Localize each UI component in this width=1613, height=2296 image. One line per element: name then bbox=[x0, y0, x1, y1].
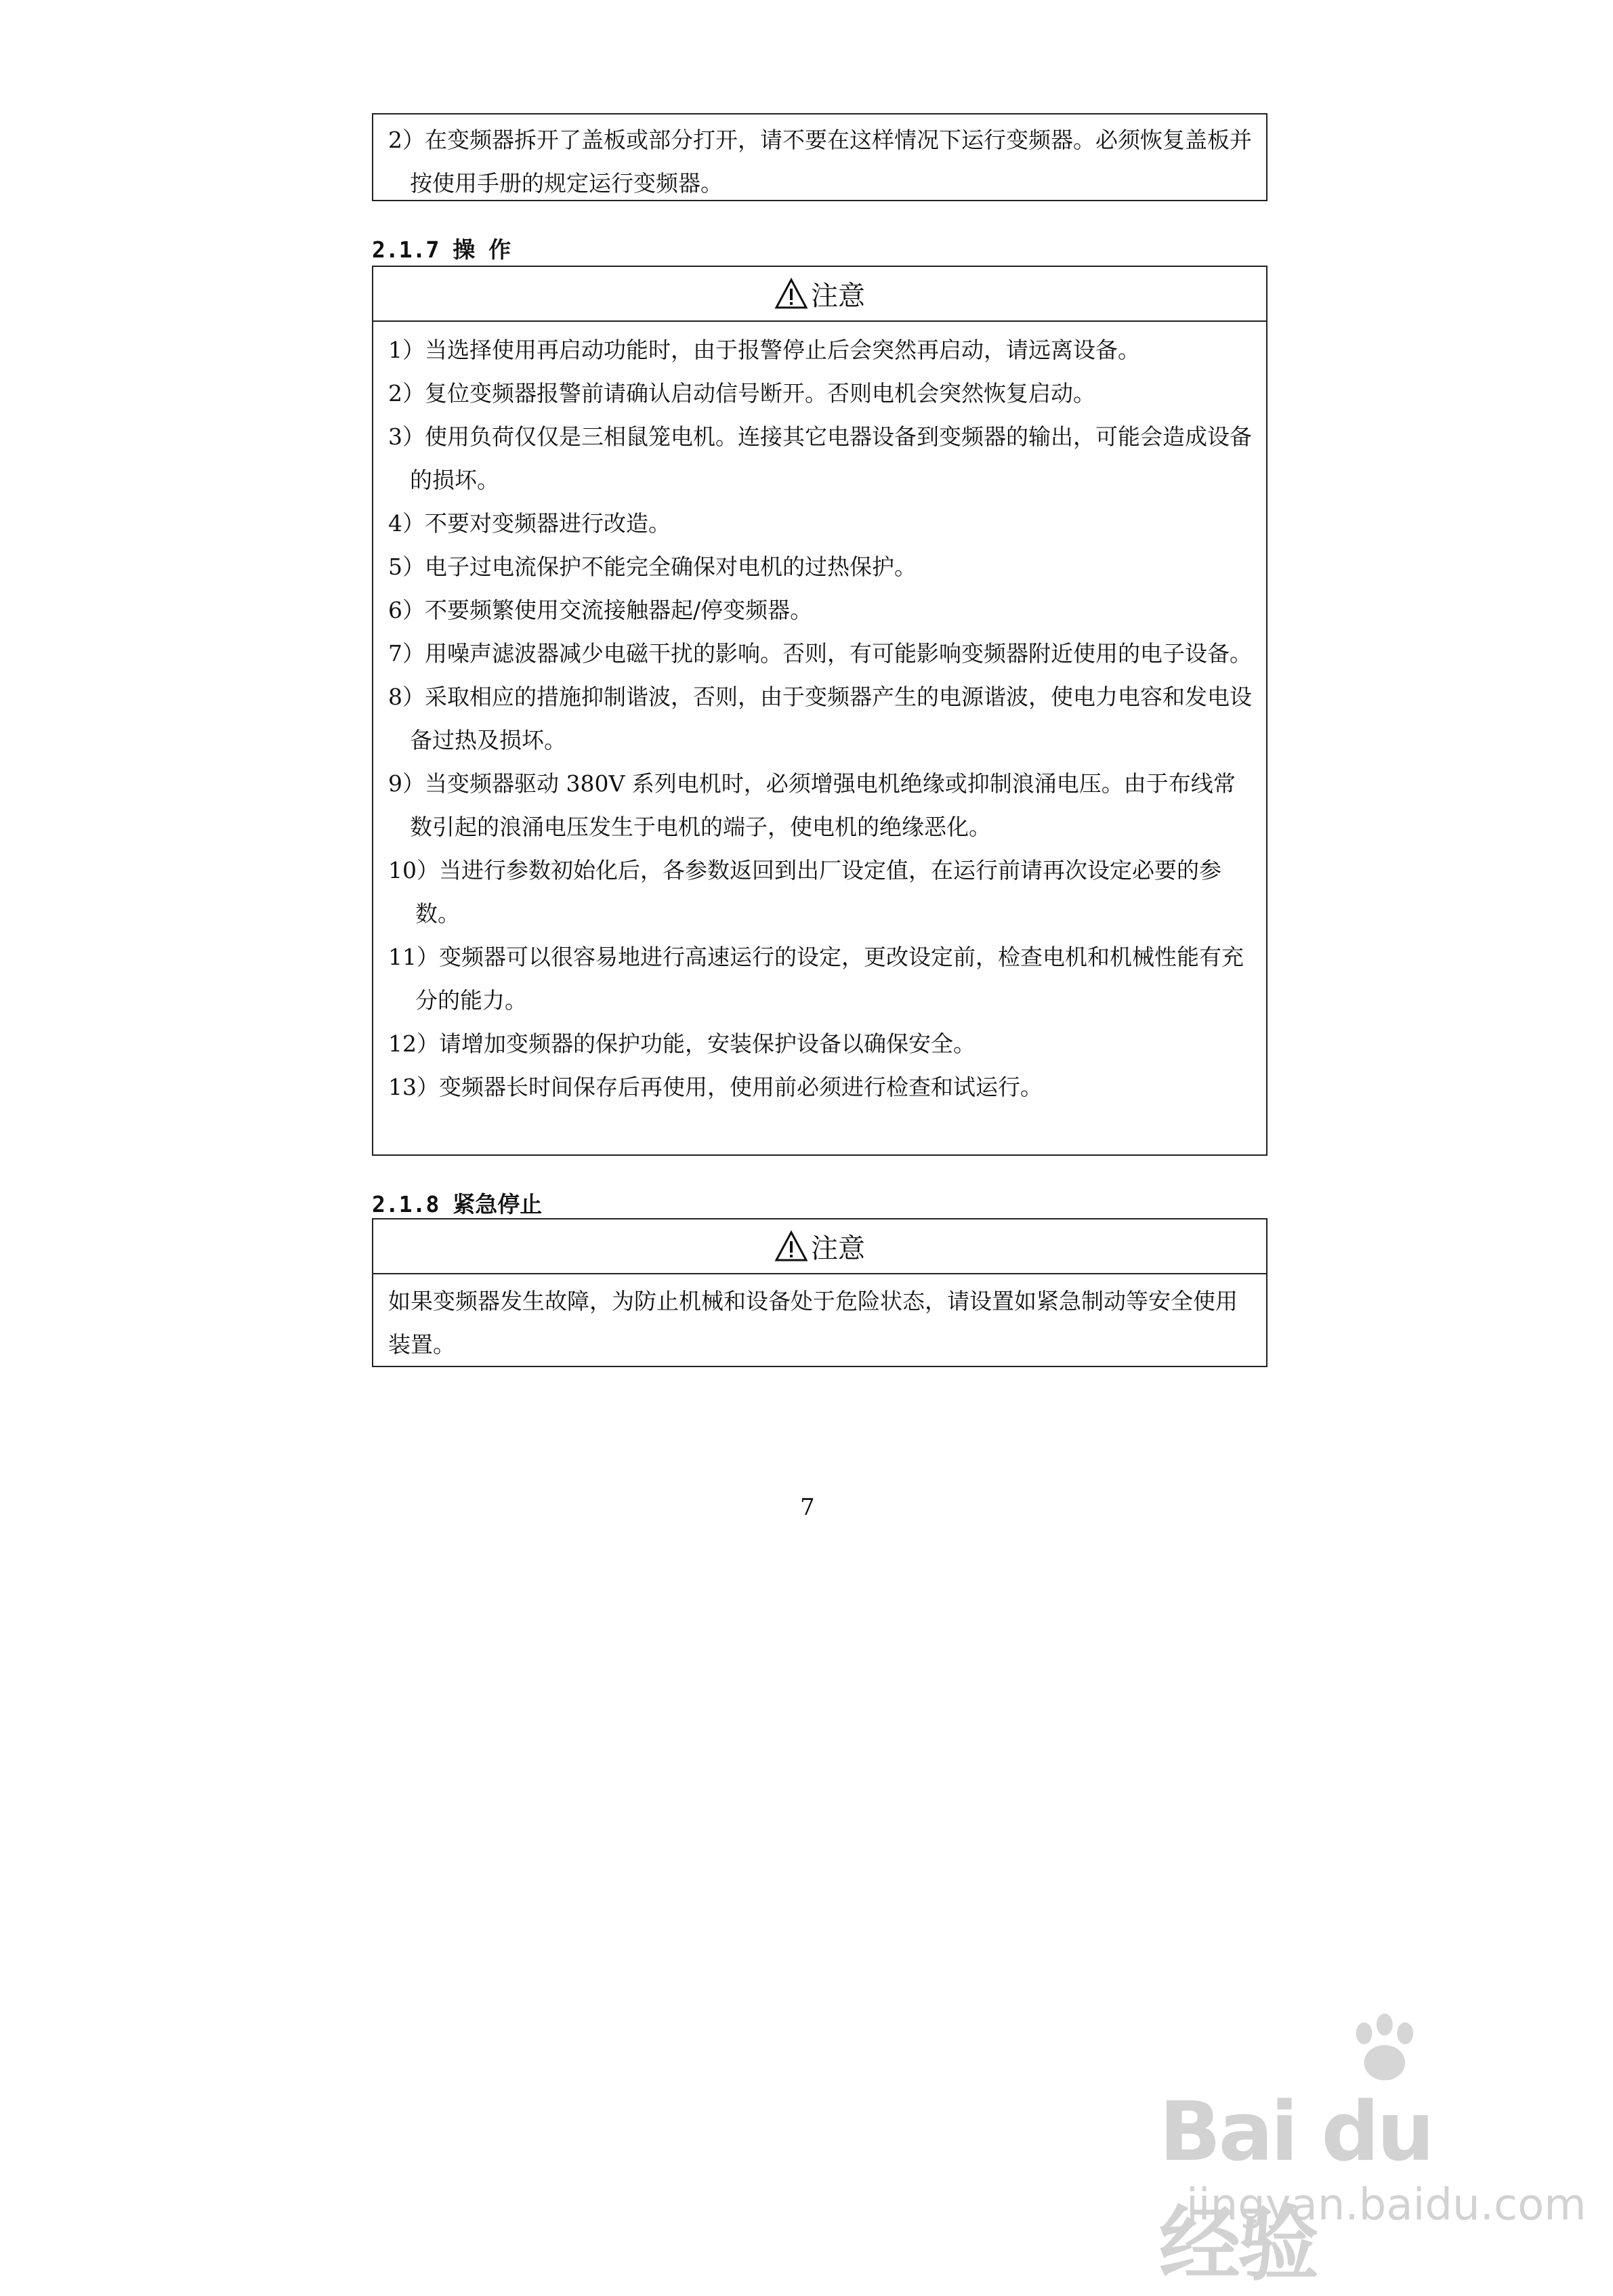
top-caution-box bbox=[372, 113, 1268, 201]
emergency-text-wrap bbox=[373, 1274, 1266, 1366]
watermark-url: jingyan.baidu.com bbox=[1186, 2180, 1587, 2230]
top-box-item: 2）在变频器拆开了盖板或部分打开，请不要在这样情况下运行变频器。必须恢复盖板并按使用手册的规定运行变频器。 bbox=[388, 127, 1252, 196]
section-2-1-7-title: 2.1.7 操 作 bbox=[372, 236, 511, 263]
paw-logo-icon bbox=[1342, 2011, 1430, 2085]
operation-notice-box bbox=[372, 266, 1268, 1156]
baidu-watermark bbox=[1159, 2011, 1587, 2292]
section-2-1-8-title: 2.1.8 紧急停止 bbox=[372, 1191, 543, 1217]
list-item: 2）复位变频器报警前请确认启动信号断开。否则电机会突然恢复启动。 bbox=[388, 380, 1095, 406]
watermark-brand: Bai du 经验 bbox=[1159, 2085, 1432, 2292]
list-item: 9）当变频器驱动 380V 系列电机时，必须增强电机绝缘或抑制浪涌电压。由于布线常数引起的浪涌电压发生于电机的端子，使电机的绝缘恶化。 bbox=[388, 770, 1236, 840]
list-item: 11）变频器可以很容易地进行高速运行的设定，更改设定前，检查电机和机械性能有充分的能力。 bbox=[388, 944, 1244, 1014]
notice-heading bbox=[373, 267, 1266, 322]
warning-icon bbox=[774, 278, 808, 310]
list-item: 12）请增加变频器的保护功能，安装保护设备以确保安全。 bbox=[388, 1030, 976, 1057]
list-item: 8）采取相应的措施抑制谐波，否则，由于变频器产生的电源谐波，使电力电容和发电设备过热及损坏。 bbox=[388, 684, 1252, 753]
list-item: 10）当进行参数初始化后，各参数返回到出厂设定值，在运行前请再次设定必要的参数。 bbox=[388, 857, 1221, 927]
list-item: 1）当选择使用再启动功能时，由于报警停止后会突然再启动，请远离设备。 bbox=[388, 337, 1140, 363]
list-item: 6）不要频繁使用交流接触器起/停变频器。 bbox=[388, 597, 813, 623]
notice-heading bbox=[373, 1219, 1266, 1274]
list-item: 7）用噪声滤波器减少电磁干扰的影响。否则，有可能影响变频器附近使用的电子设备。 bbox=[388, 640, 1252, 667]
page-number: 7 bbox=[800, 1494, 815, 1521]
emergency-text: 如果变频器发生故障，为防止机械和设备处于危险状态，请设置如紧急制动等安全使用装置。 bbox=[388, 1288, 1238, 1358]
notice-label: 注意 bbox=[811, 1233, 865, 1264]
notice-label: 注意 bbox=[811, 280, 865, 312]
list-item: 5）电子过电流保护不能完全确保对电机的过热保护。 bbox=[388, 554, 917, 580]
list-item: 3）使用负荷仅仅是三相鼠笼电机。连接其它电器设备到变频器的输出，可能会造成设备的损坏。 bbox=[388, 423, 1252, 493]
emergency-stop-box bbox=[372, 1218, 1268, 1367]
list-item: 4）不要对变频器进行改造。 bbox=[388, 510, 671, 537]
warning-icon bbox=[774, 1230, 808, 1263]
notice-items bbox=[373, 322, 1266, 1109]
list-item: 13）变频器长时间保存后再使用，使用前必须进行检查和试运行。 bbox=[388, 1074, 1043, 1100]
